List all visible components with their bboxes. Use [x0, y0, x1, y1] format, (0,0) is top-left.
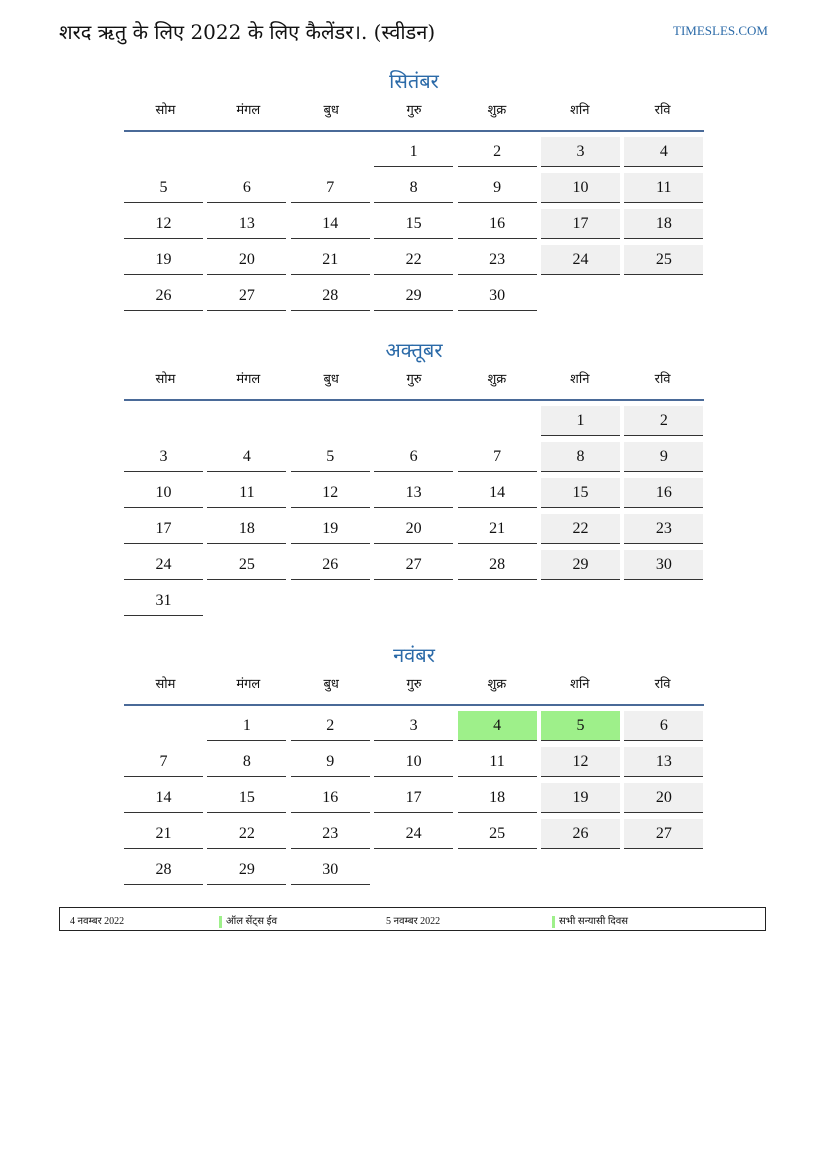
- weekday-label: गुरु: [406, 103, 422, 118]
- month-calendar: [124, 640, 704, 886]
- week-row: [124, 742, 704, 778]
- day-cell: [624, 855, 703, 885]
- day-cell: 22: [374, 245, 453, 275]
- week-row: [124, 545, 704, 581]
- week-row: [124, 814, 704, 850]
- legend-date-2: 5 नवम्बर 2022: [386, 916, 441, 927]
- day-cell: 26: [541, 819, 620, 849]
- weekday-label: मंगल: [236, 372, 261, 387]
- day-cell: [458, 855, 537, 885]
- day-cell: 13: [207, 209, 286, 239]
- weekday-label: शनि: [570, 372, 590, 387]
- month-calendar: [124, 335, 704, 617]
- day-cell: 30: [291, 855, 370, 885]
- day-cell: 16: [291, 783, 370, 813]
- weekday-label: शुक्र: [487, 372, 507, 387]
- day-cell: 10: [374, 747, 453, 777]
- month-title: सितंबर: [389, 69, 439, 93]
- day-cell: 6: [624, 711, 703, 741]
- day-cell: 17: [541, 209, 620, 239]
- day-cell: [374, 406, 453, 436]
- weekday-header: [124, 96, 704, 132]
- day-cell: [291, 137, 370, 167]
- day-cell: 27: [374, 550, 453, 580]
- weekday-label: बुध: [323, 677, 339, 692]
- week-row: [124, 204, 704, 240]
- day-cell: 2: [624, 406, 703, 436]
- day-cell: [124, 406, 203, 436]
- day-cell: [624, 586, 703, 616]
- day-cell: 9: [291, 747, 370, 777]
- day-cell: 21: [124, 819, 203, 849]
- day-cell: [374, 586, 453, 616]
- day-cell: 11: [458, 747, 537, 777]
- day-cell: 7: [458, 442, 537, 472]
- day-cell: 5: [124, 173, 203, 203]
- day-cell: 29: [374, 281, 453, 311]
- month-title: अक्तूबर: [385, 338, 443, 362]
- day-cell: 9: [624, 442, 703, 472]
- day-cell: 5: [541, 711, 620, 741]
- day-cell: 15: [207, 783, 286, 813]
- week-row: [124, 132, 704, 168]
- day-cell: [541, 855, 620, 885]
- day-cell: 14: [291, 209, 370, 239]
- day-cell: [458, 586, 537, 616]
- weekday-header: [124, 670, 704, 706]
- day-cell: 22: [541, 514, 620, 544]
- day-cell: 6: [374, 442, 453, 472]
- day-cell: 14: [124, 783, 203, 813]
- day-cell: 25: [624, 245, 703, 275]
- day-cell: 15: [374, 209, 453, 239]
- week-row: [124, 509, 704, 545]
- day-cell: 29: [541, 550, 620, 580]
- day-cell: 23: [624, 514, 703, 544]
- day-cell: 26: [124, 281, 203, 311]
- legend-name-1: ऑल सेंट्स ईव: [226, 916, 278, 927]
- weekday-label: रवि: [654, 372, 671, 387]
- day-cell: 12: [541, 747, 620, 777]
- day-cell: [458, 406, 537, 436]
- weekday-label: मंगल: [236, 677, 261, 692]
- week-row: [124, 850, 704, 886]
- day-cell: [207, 586, 286, 616]
- day-cell: 5: [291, 442, 370, 472]
- weekday-label: बुध: [323, 103, 339, 118]
- day-cell: [207, 406, 286, 436]
- day-cell: 13: [374, 478, 453, 508]
- week-row: [124, 168, 704, 204]
- weekday-label: सोम: [155, 372, 176, 387]
- day-cell: 24: [541, 245, 620, 275]
- day-cell: 21: [291, 245, 370, 275]
- day-cell: [624, 281, 703, 311]
- day-cell: 4: [458, 711, 537, 741]
- day-cell: 20: [207, 245, 286, 275]
- week-row: [124, 581, 704, 617]
- day-cell: 4: [207, 442, 286, 472]
- day-cell: 20: [624, 783, 703, 813]
- weekday-header: [124, 365, 704, 401]
- day-cell: 17: [374, 783, 453, 813]
- day-cell: 1: [541, 406, 620, 436]
- day-cell: 7: [291, 173, 370, 203]
- weekday-label: गुरु: [406, 677, 422, 692]
- weekday-label: रवि: [654, 677, 671, 692]
- day-cell: 10: [124, 478, 203, 508]
- day-cell: 24: [124, 550, 203, 580]
- day-cell: 13: [624, 747, 703, 777]
- weekday-label: मंगल: [236, 103, 261, 118]
- day-cell: 27: [624, 819, 703, 849]
- day-cell: 26: [291, 550, 370, 580]
- site-link[interactable]: TIMESLES.COM: [673, 23, 768, 38]
- day-cell: 3: [124, 442, 203, 472]
- day-cell: 17: [124, 514, 203, 544]
- day-cell: 23: [291, 819, 370, 849]
- day-cell: 23: [458, 245, 537, 275]
- week-row: [124, 706, 704, 742]
- day-cell: 10: [541, 173, 620, 203]
- day-cell: 19: [291, 514, 370, 544]
- day-cell: [124, 137, 203, 167]
- day-cell: [291, 406, 370, 436]
- day-cell: [207, 137, 286, 167]
- day-cell: [374, 855, 453, 885]
- day-cell: 16: [624, 478, 703, 508]
- day-cell: 20: [374, 514, 453, 544]
- day-cell: 1: [207, 711, 286, 741]
- weekday-label: गुरु: [406, 372, 422, 387]
- legend-holiday-2: [552, 913, 628, 928]
- weekday-label: सोम: [155, 677, 176, 692]
- page-title: शरद ऋतु के लिए 2022 के लिए कैलेंडर।. (स्वीडन): [59, 20, 436, 44]
- day-cell: 2: [458, 137, 537, 167]
- day-cell: [291, 586, 370, 616]
- weekday-label: शनि: [570, 677, 590, 692]
- day-cell: [124, 711, 203, 741]
- month-title: नवंबर: [393, 643, 435, 667]
- week-row: [124, 240, 704, 276]
- weekday-label: बुध: [323, 372, 339, 387]
- holiday-legend: [59, 907, 766, 931]
- legend-holiday-1: [219, 913, 277, 928]
- holiday-color-marker: [552, 916, 555, 928]
- day-cell: 15: [541, 478, 620, 508]
- day-cell: 30: [458, 281, 537, 311]
- day-cell: 31: [124, 586, 203, 616]
- weekday-label: रवि: [654, 103, 671, 118]
- day-cell: 12: [291, 478, 370, 508]
- day-cell: 25: [207, 550, 286, 580]
- day-cell: 4: [624, 137, 703, 167]
- day-cell: [541, 586, 620, 616]
- day-cell: 3: [541, 137, 620, 167]
- day-cell: 19: [541, 783, 620, 813]
- day-cell: 8: [374, 173, 453, 203]
- weekday-label: शनि: [570, 103, 590, 118]
- day-cell: 28: [124, 855, 203, 885]
- legend-date-1: 4 नवम्बर 2022: [70, 916, 125, 927]
- day-cell: 9: [458, 173, 537, 203]
- day-cell: 1: [374, 137, 453, 167]
- day-cell: 11: [624, 173, 703, 203]
- month-calendar: [124, 66, 704, 312]
- holiday-color-marker: [219, 916, 222, 928]
- day-cell: 3: [374, 711, 453, 741]
- day-cell: 14: [458, 478, 537, 508]
- day-cell: 30: [624, 550, 703, 580]
- week-row: [124, 437, 704, 473]
- day-cell: 12: [124, 209, 203, 239]
- day-cell: 18: [207, 514, 286, 544]
- weekday-label: शुक्र: [487, 103, 507, 118]
- weekday-label: सोम: [155, 103, 176, 118]
- day-cell: 7: [124, 747, 203, 777]
- week-row: [124, 276, 704, 312]
- day-cell: 28: [291, 281, 370, 311]
- legend-name-2: सभी सन्यासी दिवस: [559, 916, 629, 927]
- day-cell: 11: [207, 478, 286, 508]
- day-cell: 18: [624, 209, 703, 239]
- week-row: [124, 401, 704, 437]
- day-cell: 2: [291, 711, 370, 741]
- day-cell: 8: [207, 747, 286, 777]
- day-cell: 19: [124, 245, 203, 275]
- week-row: [124, 473, 704, 509]
- day-cell: 16: [458, 209, 537, 239]
- day-cell: 28: [458, 550, 537, 580]
- day-cell: 18: [458, 783, 537, 813]
- day-cell: 22: [207, 819, 286, 849]
- week-row: [124, 778, 704, 814]
- day-cell: 29: [207, 855, 286, 885]
- day-cell: 27: [207, 281, 286, 311]
- weekday-label: शुक्र: [487, 677, 507, 692]
- day-cell: 21: [458, 514, 537, 544]
- day-cell: 6: [207, 173, 286, 203]
- day-cell: 25: [458, 819, 537, 849]
- day-cell: [541, 281, 620, 311]
- day-cell: 24: [374, 819, 453, 849]
- day-cell: 8: [541, 442, 620, 472]
